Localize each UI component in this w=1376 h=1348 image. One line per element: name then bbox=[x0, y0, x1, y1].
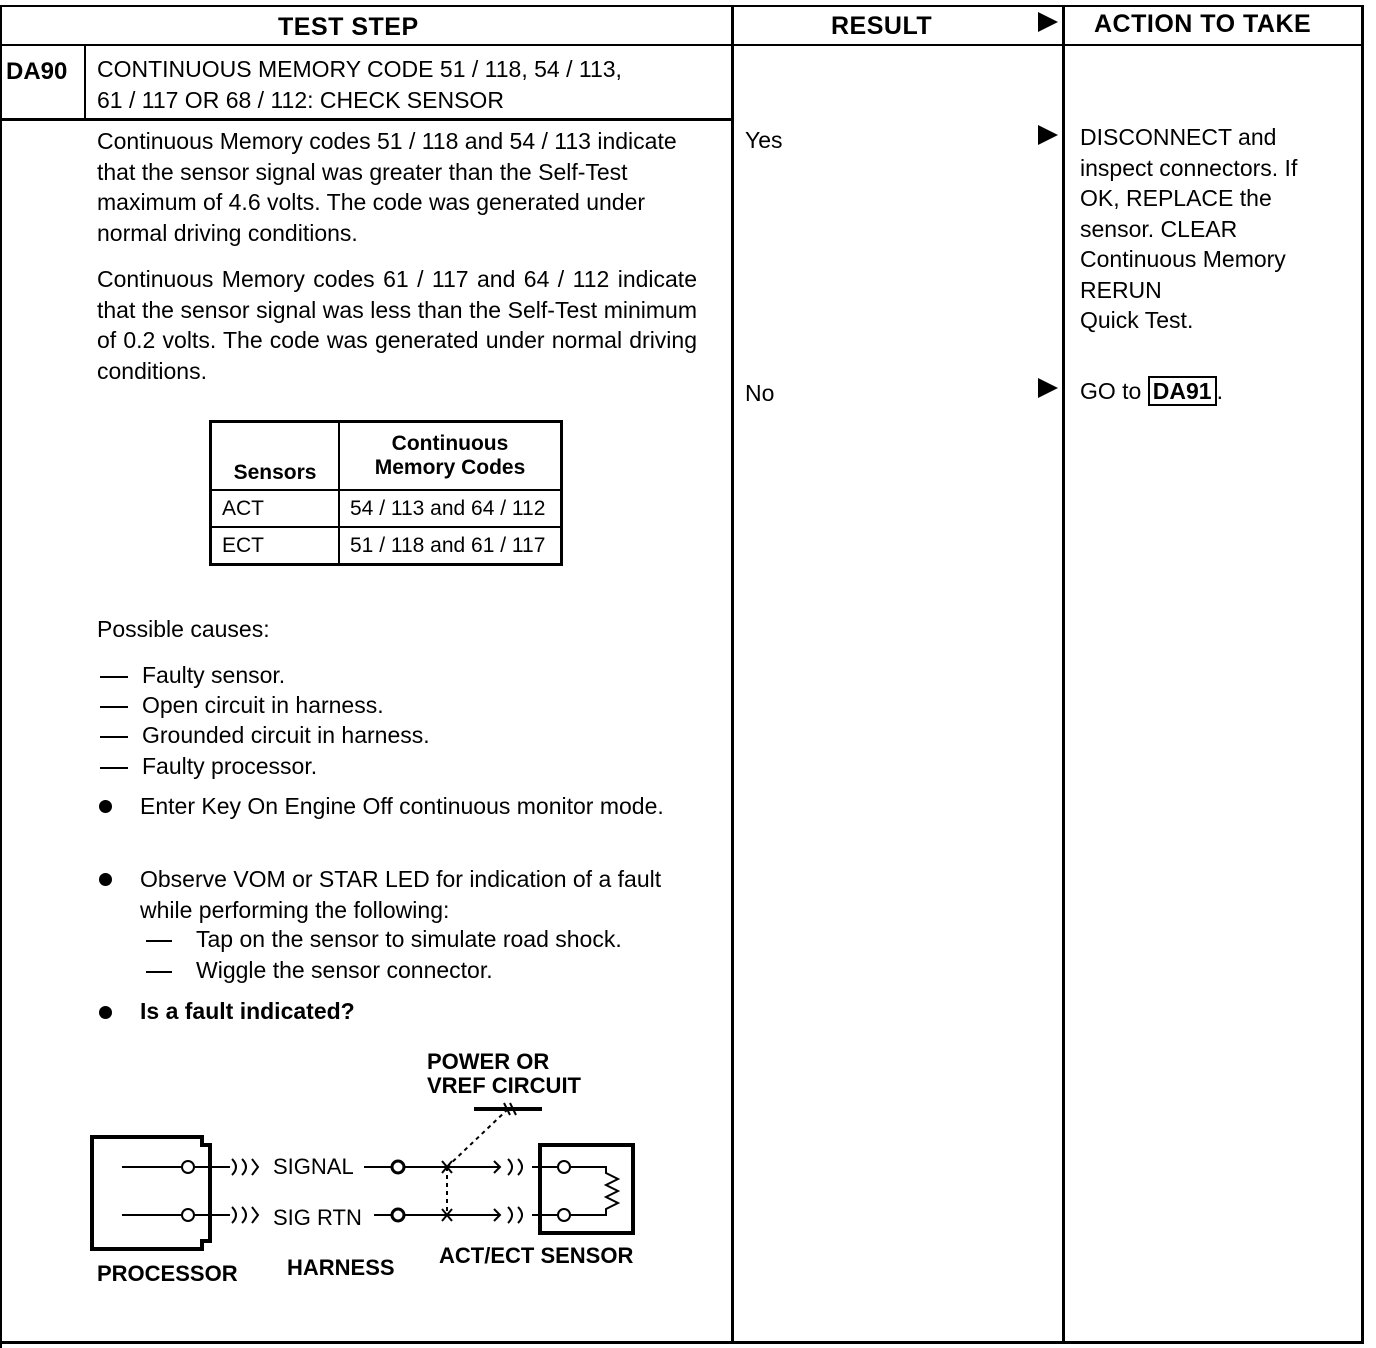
step-title bbox=[97, 54, 717, 115]
possible-causes-label: Possible causes: bbox=[97, 616, 270, 642]
bullet-icon bbox=[99, 873, 112, 886]
dash-icon bbox=[100, 736, 128, 738]
bullet-icon bbox=[99, 1006, 112, 1019]
action-yes-line: DISCONNECT and bbox=[1080, 124, 1277, 150]
dash-icon bbox=[100, 767, 128, 769]
processor-label: PROCESSOR bbox=[97, 1261, 238, 1286]
processor-box bbox=[92, 1137, 210, 1249]
bullet-icon bbox=[99, 800, 112, 813]
sensor-label: ACT/ECT SENSOR bbox=[439, 1243, 634, 1268]
action-yes-line: sensor. CLEAR bbox=[1080, 215, 1238, 242]
cause-item: Grounded circuit in harness. bbox=[142, 722, 430, 748]
table-row bbox=[211, 527, 562, 565]
table-header-codes: Continuous Memory Codes bbox=[339, 422, 562, 491]
header-result: RESULT bbox=[831, 12, 933, 40]
dash-icon bbox=[100, 706, 128, 708]
signal-label: SIGNAL bbox=[273, 1154, 354, 1179]
table-header-sensors: Sensors bbox=[211, 422, 340, 491]
table-header-row bbox=[211, 422, 562, 491]
header-action: ACTION TO TAKE bbox=[1094, 10, 1312, 38]
header-test-step: TEST STEP bbox=[278, 13, 419, 41]
question-fault-indicated: Is a fault indicated? bbox=[140, 998, 355, 1024]
paragraph-low-signal: Continuous Memory codes 61 / 117 and 64 / 112 indicate that the sensor signal was less than the Self-Test minimum of 0.2 volts. The code was generated under normal driving conditions. bbox=[97, 266, 697, 384]
action-yes-line: Quick Test. bbox=[1080, 307, 1194, 333]
action-no bbox=[1080, 376, 1223, 407]
bottom-border bbox=[0, 1341, 1364, 1344]
left-border bbox=[0, 5, 2, 1348]
cause-item: Faulty processor. bbox=[142, 753, 318, 779]
cause-item: Faulty sensor. bbox=[142, 662, 286, 688]
sensor-codes-table bbox=[209, 420, 563, 566]
column-divider-2 bbox=[1062, 5, 1065, 1343]
header-arrow-icon bbox=[1038, 12, 1058, 32]
action-yes-line: inspect connectors. If bbox=[1080, 154, 1298, 181]
result-yes: Yes bbox=[745, 127, 783, 153]
power-label-line-1: POWER OR bbox=[427, 1049, 550, 1074]
action-yes-line: OK, REPLACE the bbox=[1080, 185, 1272, 211]
step-id: DA90 bbox=[6, 58, 68, 85]
sensor-resistor bbox=[570, 1167, 618, 1215]
power-label-line-2: VREF CIRCUIT bbox=[427, 1073, 581, 1098]
harness-label: HARNESS bbox=[287, 1255, 395, 1280]
step-title-underline bbox=[0, 118, 731, 121]
column-divider-1 bbox=[731, 5, 734, 1343]
step-id-divider bbox=[84, 46, 86, 120]
header-separator bbox=[0, 44, 1364, 46]
dash-icon bbox=[146, 971, 172, 973]
top-border bbox=[0, 5, 1362, 7]
sig-rtn-label: SIG RTN bbox=[273, 1205, 362, 1230]
table-cell-sensor: ACT bbox=[211, 490, 340, 527]
action-yes bbox=[1080, 122, 1355, 336]
action-yes-line: RERUN bbox=[1080, 276, 1162, 303]
action-no-target-link[interactable]: DA91 bbox=[1148, 376, 1217, 406]
table-row bbox=[211, 490, 562, 527]
instruction-kooe: Enter Key On Engine Off continuous monitor mode. bbox=[140, 793, 664, 819]
table-cell-codes: 51 / 118 and 61 / 117 bbox=[339, 527, 562, 565]
paragraph-high-signal: Continuous Memory codes 51 / 118 and 54 / 113 indicate that the sensor signal was greater than the Self-Test maximum of 4.6 volts. The code was generated under normal driving conditions. bbox=[97, 128, 677, 246]
sub-step-tap: Tap on the sensor to simulate road shock. bbox=[196, 926, 622, 952]
step-title-line-2: 61 / 117 OR 68 / 112: CHECK SENSOR bbox=[97, 86, 504, 113]
step-title-line-1: CONTINUOUS MEMORY CODE 51 / 118, 54 / 113, bbox=[97, 56, 622, 82]
dash-icon bbox=[146, 940, 172, 942]
table-cell-codes: 54 / 113 and 64 / 112 bbox=[339, 490, 562, 527]
wiring-diagram bbox=[80, 1095, 650, 1255]
result-no-arrow-icon bbox=[1038, 378, 1058, 398]
action-no-prefix: GO to bbox=[1080, 378, 1142, 404]
table-cell-sensor: ECT bbox=[211, 527, 340, 565]
right-border bbox=[1361, 5, 1364, 1343]
result-no: No bbox=[745, 380, 775, 406]
dash-icon bbox=[100, 676, 128, 678]
result-yes-arrow-icon bbox=[1038, 125, 1058, 145]
instruction-observe: Observe VOM or STAR LED for indication of a fault while performing the following: bbox=[140, 866, 662, 923]
action-yes-line: Continuous Memory bbox=[1080, 246, 1286, 272]
sub-step-wiggle: Wiggle the sensor connector. bbox=[196, 957, 493, 983]
cause-item: Open circuit in harness. bbox=[142, 692, 384, 718]
action-no-suffix: . bbox=[1216, 378, 1223, 404]
